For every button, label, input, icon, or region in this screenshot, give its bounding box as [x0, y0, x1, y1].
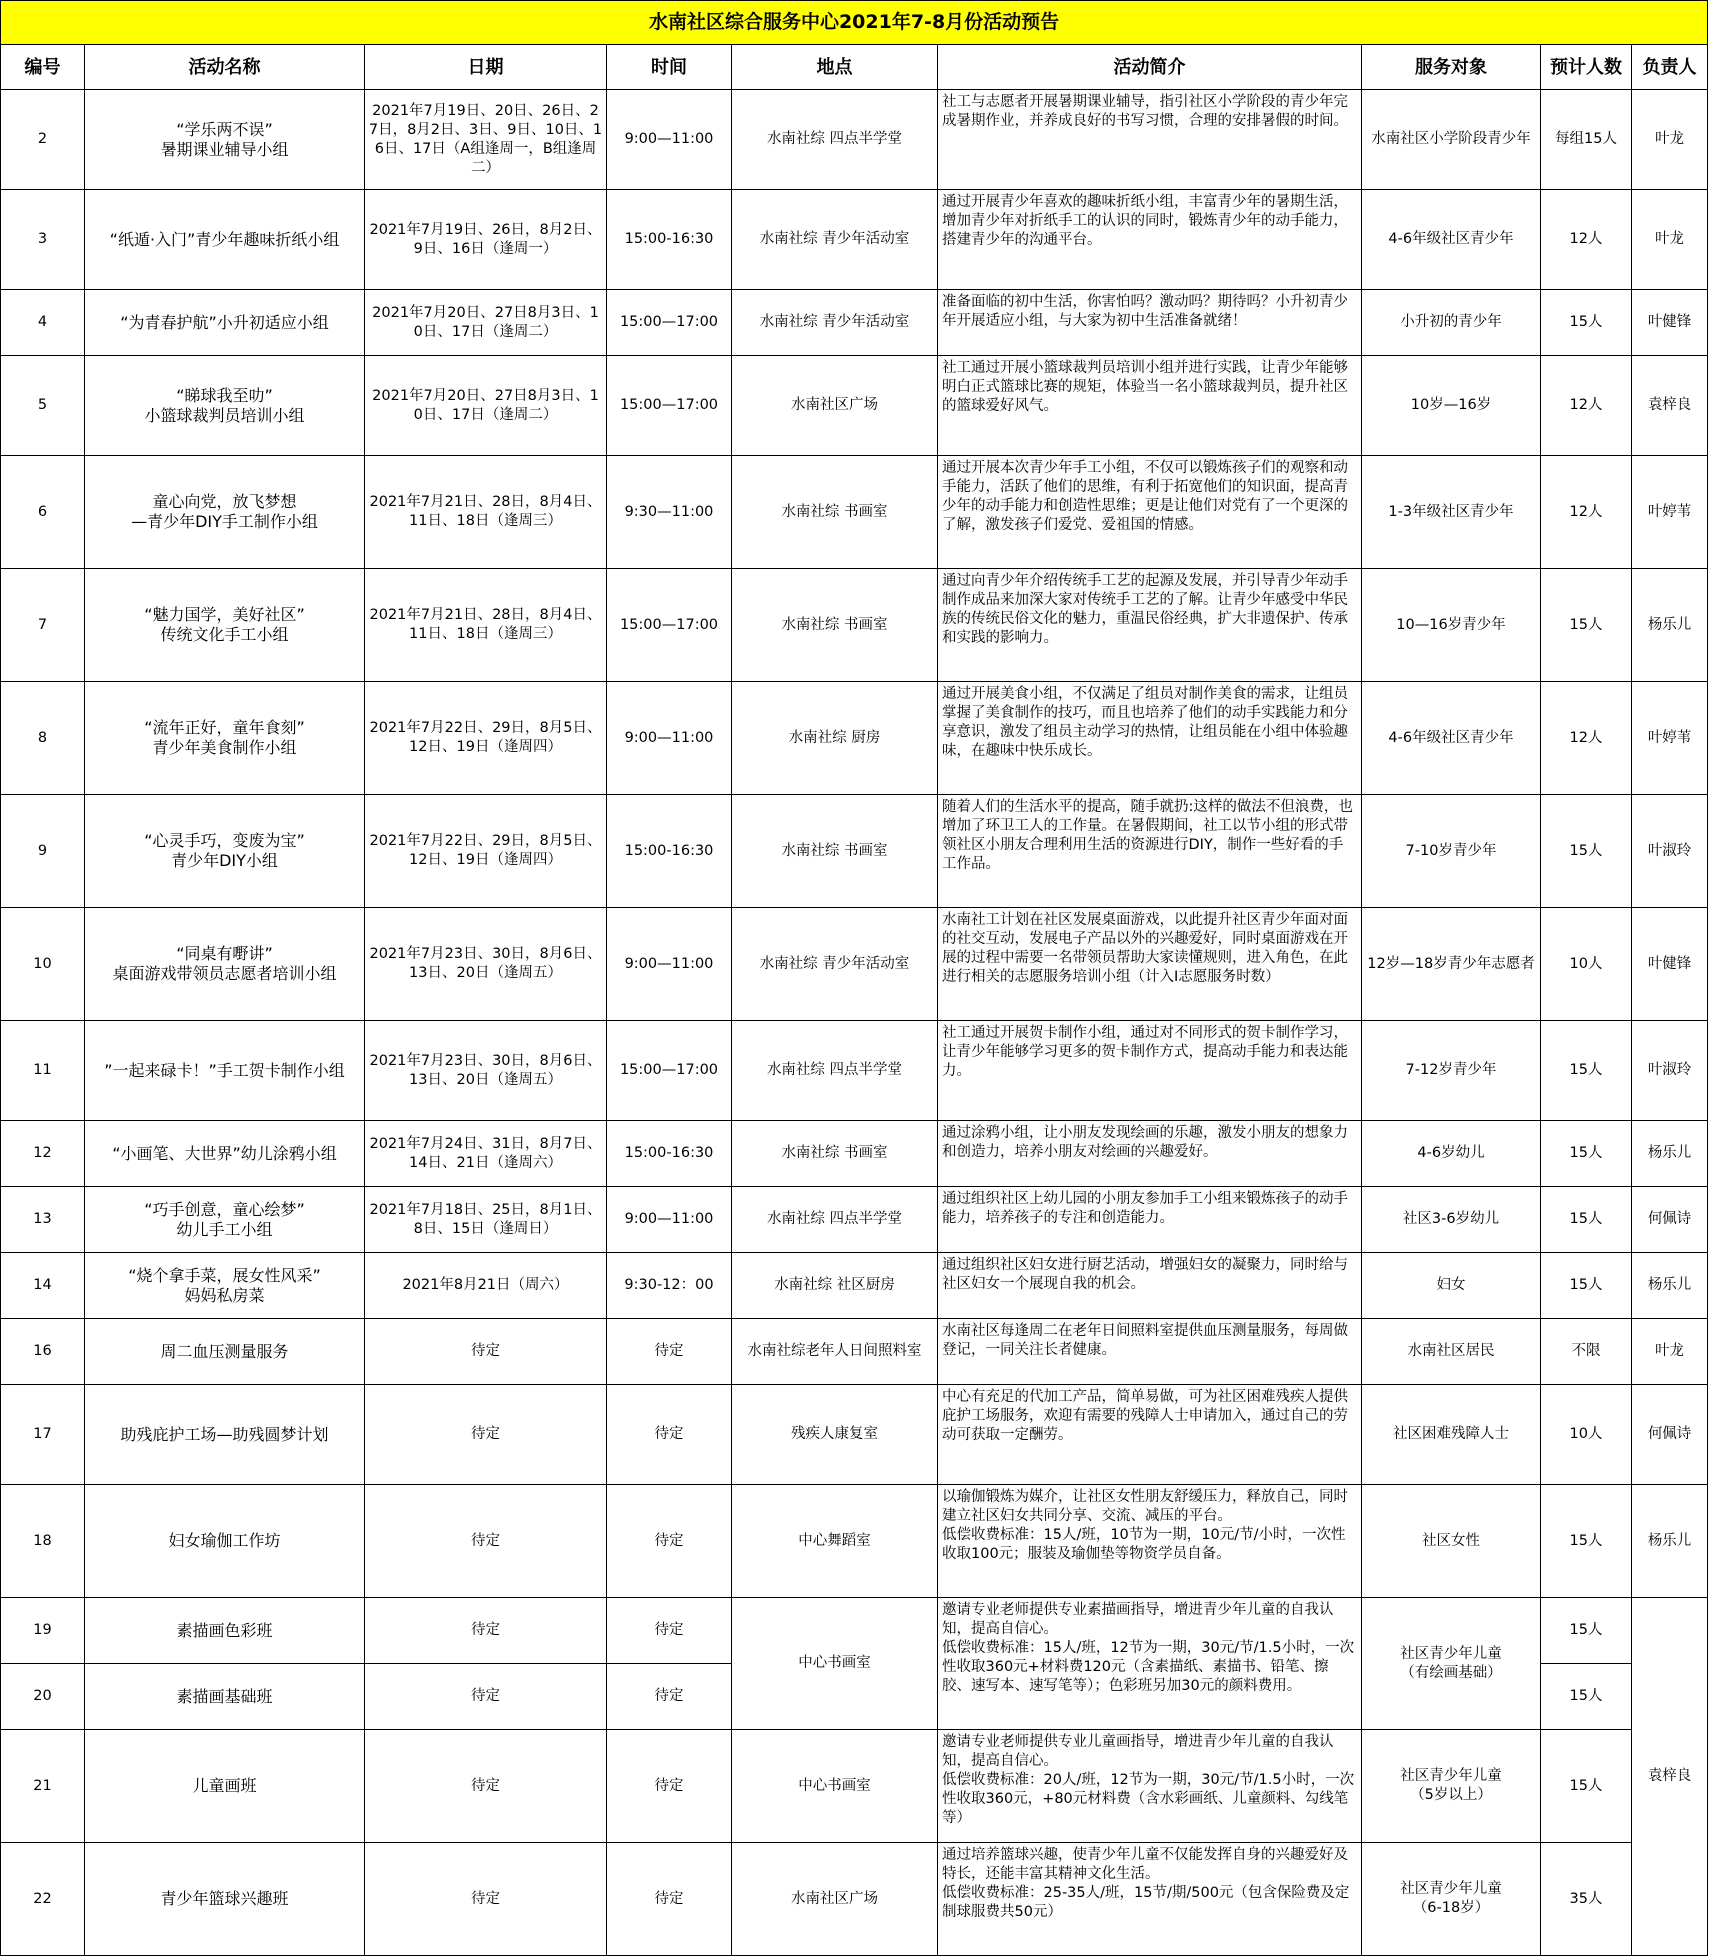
cell-desc: 中心有充足的代加工产品，简单易做，可为社区困难残疾人提供庇护工场服务，欢迎有需要的残障人士申请加入，通过自己的劳动可获取一定酬劳。: [938, 1385, 1362, 1485]
header-row: [1, 45, 1708, 90]
title-row: [1, 1, 1708, 45]
cell-place: 水南社综 书画室: [732, 1121, 938, 1187]
cell-leader: 杨乐儿: [1632, 1253, 1708, 1319]
table-row: [1, 908, 1708, 1021]
cell-target: 社区青少年儿童 （5岁以上）: [1362, 1730, 1541, 1843]
cell-leader: 杨乐儿: [1632, 569, 1708, 682]
cell-target: 社区青少年儿童 （有绘画基础）: [1362, 1598, 1541, 1730]
cell-target: 12岁—18岁青少年志愿者: [1362, 908, 1541, 1021]
header-time: 时间: [607, 45, 732, 90]
cell-count: 12人: [1541, 682, 1632, 795]
cell-no: 14: [1, 1253, 85, 1319]
cell-name: ”一起来碌卡！”手工贺卡制作小组: [85, 1021, 365, 1121]
cell-target: 4-6年级社区青少年: [1362, 190, 1541, 290]
table-row: [1, 456, 1708, 569]
cell-date: 2021年7月24日、31日，8月7日、14日、21日（逢周六）: [365, 1121, 607, 1187]
cell-no: 13: [1, 1187, 85, 1253]
cell-desc: 社工通过开展小篮球裁判员培训小组并进行实践，让青少年能够明白正式篮球比赛的规矩，体验当一名小篮球裁判员，提升社区的篮球爱好风气。: [938, 356, 1362, 456]
cell-place: 水南社区广场: [732, 356, 938, 456]
cell-place: 水南社综 社区厨房: [732, 1253, 938, 1319]
cell-name: “烧个拿手菜，展女性风采” 妈妈私房菜: [85, 1253, 365, 1319]
cell-leader: 叶龙: [1632, 90, 1708, 190]
cell-count: 15人: [1541, 1598, 1632, 1664]
cell-no: 19: [1, 1598, 85, 1664]
cell-no: 20: [1, 1664, 85, 1730]
cell-place: 水南社区广场: [732, 1843, 938, 1956]
cell-name: “心灵手巧，变废为宝” 青少年DIY小组: [85, 795, 365, 908]
header-place: 地点: [732, 45, 938, 90]
cell-place: 残疾人康复室: [732, 1385, 938, 1485]
cell-no: 16: [1, 1319, 85, 1385]
cell-desc: 邀请专业老师提供专业素描画指导，增进青少年儿童的自我认知，提高自信心。 低偿收费标准：15人/班，12节为一期，30元/节/1.5小时，一次性收取360元+材料费120元（含素描纸、素描书、铅笔、擦胶、速写本、速写笔等）；色彩班另加30元的颜料费用。: [938, 1598, 1362, 1730]
cell-desc: 邀请专业老师提供专业儿童画指导，增进青少年儿童的自我认知，提高自信心。 低偿收费标准：20人/班，12节为一期，30元/节/1.5小时，一次性收取360元，+80元材料费（含水彩画纸、儿童颜料、勾线笔等）: [938, 1730, 1362, 1843]
cell-target: 7-12岁青少年: [1362, 1021, 1541, 1121]
cell-time: 15:00—17:00: [607, 1021, 732, 1121]
cell-leader: 何佩诗: [1632, 1385, 1708, 1485]
cell-no: 6: [1, 456, 85, 569]
cell-place: 水南社综老年人日间照料室: [732, 1319, 938, 1385]
cell-desc: 水南社区每逢周二在老年日间照料室提供血压测量服务，每周做登记，一同关注长者健康。: [938, 1319, 1362, 1385]
cell-name: “睇球我至叻” 小篮球裁判员培训小组: [85, 356, 365, 456]
cell-desc: 随着人们的生活水平的提高，随手就扔:这样的做法不但浪费，也增加了环卫工人的工作量。在暑假期间，社工以节小组的形式带领社区小朋友合理利用生活的资源进行DIY，制作一些好看的手工作品。: [938, 795, 1362, 908]
cell-date: 2021年7月23日、30日，8月6日、13日、20日（逢周五）: [365, 908, 607, 1021]
cell-count: 15人: [1541, 1730, 1632, 1843]
header-target: 服务对象: [1362, 45, 1541, 90]
table-row: [1, 1730, 1708, 1843]
cell-count: 12人: [1541, 190, 1632, 290]
cell-desc: 准备面临的初中生活，你害怕吗？激动吗？期待吗？小升初青少年开展适应小组，与大家为初中生活准备就绪！: [938, 290, 1362, 356]
cell-desc: 通过培养篮球兴趣，使青少年儿童不仅能发挥自身的兴趣爱好及特长，还能丰富其精神文化生活。 低偿收费标准：25-35人/班，15节/期/500元（包含保险费及定制球服费共50元）: [938, 1843, 1362, 1956]
header-date: 日期: [365, 45, 607, 90]
table-row: [1, 190, 1708, 290]
cell-name: “巧手创意，童心绘梦” 幼儿手工小组: [85, 1187, 365, 1253]
cell-place: 水南社综 书画室: [732, 795, 938, 908]
cell-place: 中心书画室: [732, 1730, 938, 1843]
cell-target: 妇女: [1362, 1253, 1541, 1319]
cell-time: 9:00—11:00: [607, 908, 732, 1021]
cell-time: 9:30-12：00: [607, 1253, 732, 1319]
cell-count: 15人: [1541, 290, 1632, 356]
cell-no: 22: [1, 1843, 85, 1956]
cell-target: 1-3年级社区青少年: [1362, 456, 1541, 569]
cell-leader: 叶龙: [1632, 190, 1708, 290]
cell-count: 15人: [1541, 1187, 1632, 1253]
cell-desc: 通过组织社区上幼儿园的小朋友参加手工小组来锻炼孩子的动手能力，培养孩子的专注和创造能力。: [938, 1187, 1362, 1253]
cell-place: 水南社综 青少年活动室: [732, 290, 938, 356]
cell-time: 待定: [607, 1843, 732, 1956]
cell-count: 15人: [1541, 1485, 1632, 1598]
cell-leader: 叶健锋: [1632, 290, 1708, 356]
cell-date: 待定: [365, 1664, 607, 1730]
cell-leader: 袁梓良: [1632, 356, 1708, 456]
cell-no: 9: [1, 795, 85, 908]
cell-place: 水南社综 书画室: [732, 456, 938, 569]
cell-target: 社区困难残障人士: [1362, 1385, 1541, 1485]
cell-name: “流年正好，童年食刻” 青少年美食制作小组: [85, 682, 365, 795]
cell-target: 社区青少年儿童 （6-18岁）: [1362, 1843, 1541, 1956]
cell-leader: 叶健锋: [1632, 908, 1708, 1021]
cell-leader: 杨乐儿: [1632, 1121, 1708, 1187]
cell-target: 10岁—16岁: [1362, 356, 1541, 456]
cell-desc: 通过涂鸦小组，让小朋友发现绘画的乐趣，激发小朋友的想象力和创造力，培养小朋友对绘画的兴趣爱好。: [938, 1121, 1362, 1187]
header-leader: 负责人: [1632, 45, 1708, 90]
cell-time: 15:00—17:00: [607, 356, 732, 456]
table-row: [1, 1843, 1708, 1956]
cell-no: 12: [1, 1121, 85, 1187]
cell-no: 5: [1, 356, 85, 456]
header-name: 活动名称: [85, 45, 365, 90]
cell-leader: 叶婷苇: [1632, 682, 1708, 795]
cell-desc: 通过向青少年介绍传统手工艺的起源及发展，并引导青少年动手制作成品来加深大家对传统手工艺的了解。让青少年感受中华民族的传统民俗文化的魅力，重温民俗经典，扩大非遗保护、传承和实践的影响力。: [938, 569, 1362, 682]
table-row: [1, 682, 1708, 795]
cell-date: 2021年7月19日、20日、26日、27日，8月2日、3日、9日、10日、16日、17日（A组逢周一，B组逢周二）: [365, 90, 607, 190]
table-row: [1, 90, 1708, 190]
cell-name: 素描画色彩班: [85, 1598, 365, 1664]
cell-time: 9:00—11:00: [607, 90, 732, 190]
table-row: [1, 1121, 1708, 1187]
table-row: [1, 1187, 1708, 1253]
cell-date: 2021年7月22日、29日，8月5日、12日、19日（逢周四）: [365, 682, 607, 795]
cell-target: 7-10岁青少年: [1362, 795, 1541, 908]
cell-time: 待定: [607, 1730, 732, 1843]
cell-name: “小画笔、大世界”幼儿涂鸦小组: [85, 1121, 365, 1187]
cell-leader: 叶婷苇: [1632, 456, 1708, 569]
cell-no: 7: [1, 569, 85, 682]
cell-date: 2021年8月21日（周六）: [365, 1253, 607, 1319]
cell-count: 35人: [1541, 1843, 1632, 1956]
cell-count: 每组15人: [1541, 90, 1632, 190]
cell-time: 待定: [607, 1385, 732, 1485]
cell-place: 水南社综 四点半学堂: [732, 1021, 938, 1121]
table-row: [1, 795, 1708, 908]
cell-time: 15:00-16:30: [607, 795, 732, 908]
cell-name: 妇女瑜伽工作坊: [85, 1485, 365, 1598]
cell-name: 周二血压测量服务: [85, 1319, 365, 1385]
page-title: 水南社区综合服务中心2021年7-8月份活动预告: [1, 1, 1708, 45]
cell-name: “为青春护航”小升初适应小组: [85, 290, 365, 356]
table-row: [1, 1253, 1708, 1319]
cell-place: 水南社综 书画室: [732, 569, 938, 682]
cell-leader: 叶淑玲: [1632, 1021, 1708, 1121]
cell-date: 2021年7月20日、27日8月3日、10日、17日（逢周二）: [365, 356, 607, 456]
table-row: [1, 290, 1708, 356]
cell-name: 童心向党，放飞梦想 —青少年DIY手工制作小组: [85, 456, 365, 569]
cell-name: 助残庇护工场—助残圆梦计划: [85, 1385, 365, 1485]
cell-leader: 袁梓良: [1632, 1598, 1708, 1956]
cell-date: 待定: [365, 1598, 607, 1664]
header-desc: 活动简介: [938, 45, 1362, 90]
cell-name: 青少年篮球兴趣班: [85, 1843, 365, 1956]
cell-target: 10—16岁青少年: [1362, 569, 1541, 682]
cell-count: 不限: [1541, 1319, 1632, 1385]
cell-desc: 水南社工计划在社区发展桌面游戏，以此提升社区青少年面对面的社交互动，发展电子产品以外的兴趣爱好，同时桌面游戏在开展的过程中需要一名带领员帮助大家读懂规则，进入角色，在此进行相关的志愿服务培训小组（计入I志愿服务时数）: [938, 908, 1362, 1021]
cell-target: 4-6年级社区青少年: [1362, 682, 1541, 795]
cell-date: 2021年7月19日、26日，8月2日、9日、16日（逢周一）: [365, 190, 607, 290]
cell-leader: 叶淑玲: [1632, 795, 1708, 908]
cell-desc: 社工与志愿者开展暑期课业辅导，指引社区小学阶段的青少年完成暑期作业，并养成良好的书写习惯，合理的安排暑假的时间。: [938, 90, 1362, 190]
cell-date: 2021年7月21日、28日，8月4日、11日、18日（逢周三）: [365, 456, 607, 569]
cell-place: 水南社综 青少年活动室: [732, 190, 938, 290]
cell-no: 18: [1, 1485, 85, 1598]
cell-name: “同桌有嘢讲” 桌面游戏带领员志愿者培训小组: [85, 908, 365, 1021]
cell-date: 待定: [365, 1730, 607, 1843]
cell-count: 10人: [1541, 1385, 1632, 1485]
cell-no: 3: [1, 190, 85, 290]
cell-time: 待定: [607, 1485, 732, 1598]
cell-name: 素描画基础班: [85, 1664, 365, 1730]
cell-target: 水南社区居民: [1362, 1319, 1541, 1385]
cell-place: 中心书画室: [732, 1598, 938, 1730]
cell-time: 9:30—11:00: [607, 456, 732, 569]
cell-no: 10: [1, 908, 85, 1021]
cell-date: 待定: [365, 1385, 607, 1485]
table-row: [1, 1319, 1708, 1385]
cell-count: 15人: [1541, 569, 1632, 682]
cell-no: 21: [1, 1730, 85, 1843]
cell-target: 小升初的青少年: [1362, 290, 1541, 356]
table-row: [1, 1598, 1708, 1664]
cell-desc: 通过开展本次青少年手工小组，不仅可以锻炼孩子们的观察和动手能力，活跃了他们的思维，有利于拓宽他们的知识面，提高青少年的动手能力和创造性思维；更是让他们对党有了一个更深的了解，激发孩子们爱党、爱祖国的情感。: [938, 456, 1362, 569]
cell-desc: 通过开展美食小组，不仅满足了组员对制作美食的需求，让组员掌握了美食制作的技巧，而且也培养了他们的动手实践能力和分享意识，激发了组员主动学习的热情，让组员能在小组中体验趣味，在趣味中快乐成长。: [938, 682, 1362, 795]
cell-place: 水南社综 青少年活动室: [732, 908, 938, 1021]
table-row: [1, 569, 1708, 682]
cell-target: 4-6岁幼儿: [1362, 1121, 1541, 1187]
cell-count: 12人: [1541, 456, 1632, 569]
cell-target: 社区女性: [1362, 1485, 1541, 1598]
cell-date: 待定: [365, 1319, 607, 1385]
cell-target: 水南社区小学阶段青少年: [1362, 90, 1541, 190]
cell-count: 15人: [1541, 1253, 1632, 1319]
cell-leader: 叶龙: [1632, 1319, 1708, 1385]
cell-date: 2021年7月20日、27日8月3日、10日、17日（逢周二）: [365, 290, 607, 356]
cell-no: 8: [1, 682, 85, 795]
cell-time: 待定: [607, 1319, 732, 1385]
cell-name: “学乐两不误” 暑期课业辅导小组: [85, 90, 365, 190]
cell-time: 15:00—17:00: [607, 569, 732, 682]
table-row: [1, 1485, 1708, 1598]
cell-date: 2021年7月18日、25日，8月1日、8日、15日（逢周日）: [365, 1187, 607, 1253]
cell-time: 待定: [607, 1664, 732, 1730]
cell-place: 水南社综 厨房: [732, 682, 938, 795]
cell-date: 待定: [365, 1843, 607, 1956]
cell-leader: 何佩诗: [1632, 1187, 1708, 1253]
cell-no: 17: [1, 1385, 85, 1485]
cell-count: 15人: [1541, 1121, 1632, 1187]
cell-no: 2: [1, 90, 85, 190]
cell-count: 15人: [1541, 1664, 1632, 1730]
cell-desc: 通过开展青少年喜欢的趣味折纸小组，丰富青少年的暑期生活，增加青少年对折纸手工的认识的同时，锻炼青少年的动手能力，搭建青少年的沟通平台。: [938, 190, 1362, 290]
cell-time: 15:00-16:30: [607, 190, 732, 290]
cell-time: 15:00—17:00: [607, 290, 732, 356]
cell-count: 15人: [1541, 795, 1632, 908]
table-row: [1, 356, 1708, 456]
cell-desc: 社工通过开展贺卡制作小组，通过对不同形式的贺卡制作学习，让青少年能够学习更多的贺卡制作方式，提高动手能力和表达能力。: [938, 1021, 1362, 1121]
table-row: [1, 1021, 1708, 1121]
cell-name: “纸遁·入门”青少年趣味折纸小组: [85, 190, 365, 290]
cell-desc: 通过组织社区妇女进行厨艺活动，增强妇女的凝聚力，同时给与社区妇女一个展现自我的机会。: [938, 1253, 1362, 1319]
cell-target: 社区3-6岁幼儿: [1362, 1187, 1541, 1253]
cell-place: 水南社综 四点半学堂: [732, 1187, 938, 1253]
cell-count: 12人: [1541, 356, 1632, 456]
cell-name: 儿童画班: [85, 1730, 365, 1843]
cell-time: 9:00—11:00: [607, 1187, 732, 1253]
cell-date: 2021年7月22日、29日，8月5日、12日、19日（逢周四）: [365, 795, 607, 908]
cell-leader: 杨乐儿: [1632, 1485, 1708, 1598]
cell-count: 10人: [1541, 908, 1632, 1021]
cell-no: 4: [1, 290, 85, 356]
cell-place: 水南社综 四点半学堂: [732, 90, 938, 190]
cell-desc: 以瑜伽锻炼为媒介，让社区女性朋友舒缓压力，释放自己，同时建立社区妇女共同分享、交流、减压的平台。 低偿收费标准：15人/班，10节为一期，10元/节/小时，一次性收取100元；服装及瑜伽垫等物资学员自备。: [938, 1485, 1362, 1598]
cell-time: 9:00—11:00: [607, 682, 732, 795]
cell-date: 待定: [365, 1485, 607, 1598]
cell-count: 15人: [1541, 1021, 1632, 1121]
cell-time: 待定: [607, 1598, 732, 1664]
cell-time: 15:00-16:30: [607, 1121, 732, 1187]
cell-no: 11: [1, 1021, 85, 1121]
cell-date: 2021年7月21日、28日，8月4日、11日、18日（逢周三）: [365, 569, 607, 682]
header-no: 编号: [1, 45, 85, 90]
cell-date: 2021年7月23日、30日，8月6日、13日、20日（逢周五）: [365, 1021, 607, 1121]
cell-place: 中心舞蹈室: [732, 1485, 938, 1598]
table-row: [1, 1385, 1708, 1485]
header-count: 预计人数: [1541, 45, 1632, 90]
cell-name: “魅力国学，美好社区” 传统文化手工小组: [85, 569, 365, 682]
